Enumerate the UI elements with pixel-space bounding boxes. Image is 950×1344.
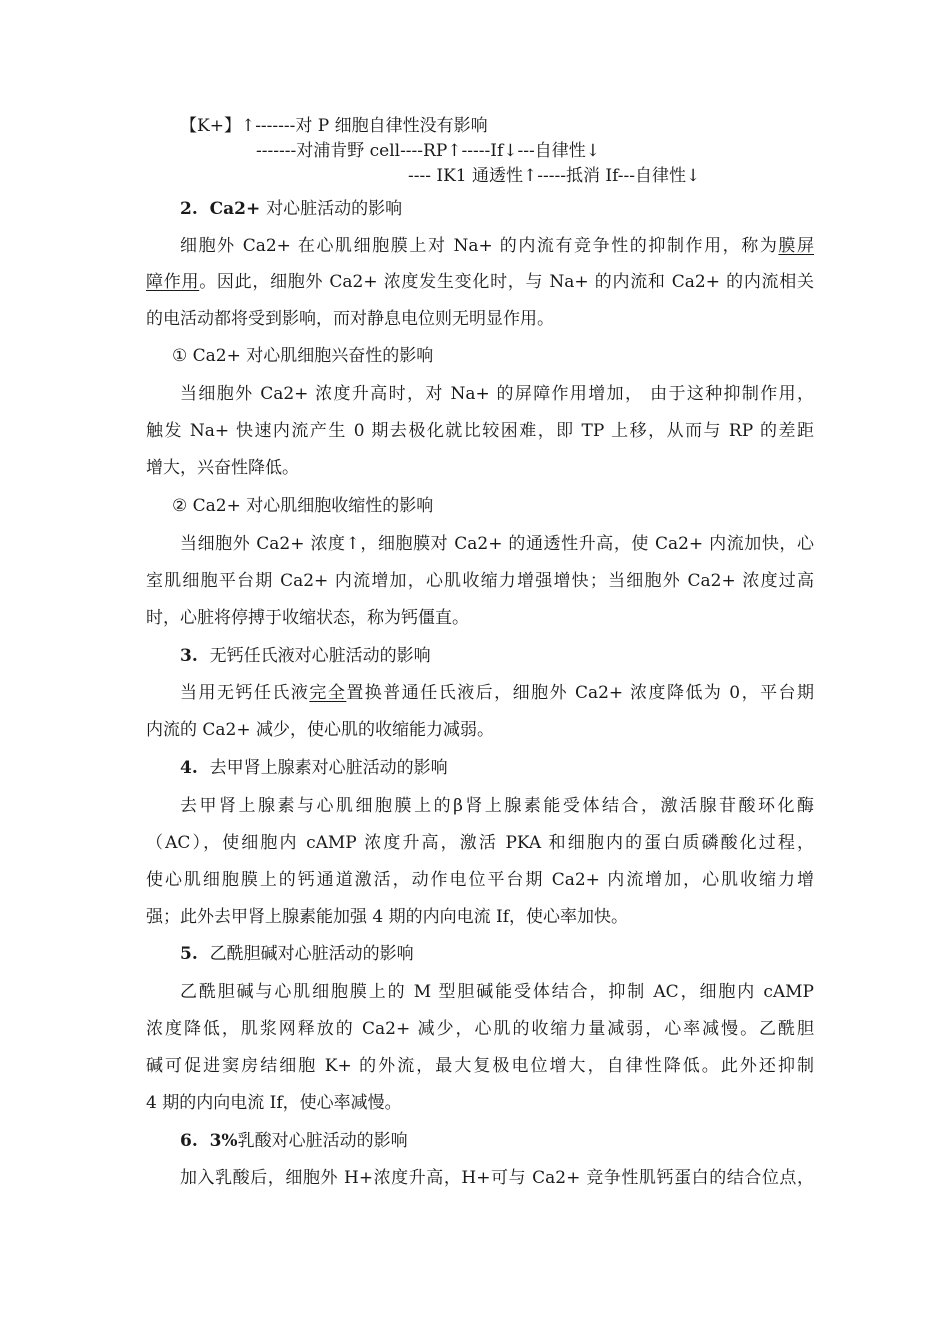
heading-calcium-free	[180, 645, 848, 667]
heading-number: 5.	[180, 944, 198, 964]
heading-ca-effect	[180, 198, 848, 220]
paragraph-line: 内流的 Ca2+ 减少，使心肌的收缩能力减弱。	[146, 720, 495, 740]
paragraph-line: 使心肌细胞膜上的钙通道激活，动作电位平台期 Ca2+ 内流增加，心肌收缩力增	[146, 870, 814, 890]
paragraph-line: 当细胞外 Ca2+ 浓度↑，细胞膜对 Ca2+ 的通透性升高，使 Ca2+ 内流加快，心	[180, 534, 814, 554]
paragraph-line: 加入乳酸后，细胞外 H+浓度升高，H+可与 Ca2+ 竞争性肌钙蛋白的结合位点，	[180, 1168, 814, 1188]
paragraph-line: 浓度降低，肌浆网释放的 Ca2+ 减少，心肌的收缩力量减弱，心率减慢。乙酰胆	[146, 1019, 814, 1039]
underlined-term: 障作用	[146, 272, 200, 292]
paragraph-line	[180, 235, 814, 257]
text-run: 。因此，细胞外 Ca2+ 浓度发生变化时，与 Na+ 的内流和 Ca2+ 的内流相关	[199, 272, 814, 292]
heading-number: 4.	[180, 758, 198, 778]
paragraph-line: 当细胞外 Ca2+ 浓度升高时，对 Na+ 的屏障作用增加， 由于这种抑制作用，	[180, 384, 814, 404]
heading-number: 6.	[180, 1131, 198, 1151]
heading-text: 乳酸对心脏活动的影响	[237, 1131, 408, 1151]
paragraph-line: 去甲肾上腺素与心肌细胞膜上的β肾上腺素能受体结合，激活腺苷酸环化酶	[180, 796, 814, 816]
paragraph-line: 增大，兴奋性降低。	[146, 458, 299, 478]
paragraph-line: 强；此外去甲肾上腺素能加强 4 期的内向电流 If，使心率加快。	[146, 907, 629, 927]
paragraph-line	[146, 271, 814, 293]
paragraph-line: 4 期的内向电流 If，使心率减慢。	[146, 1093, 402, 1113]
heading-acetylcholine	[180, 943, 848, 965]
heading-text: 无钙任氏液对心脏活动的影响	[209, 646, 431, 666]
paragraph-line: 的电活动都将受到影响，而对静息电位则无明显作用。	[146, 309, 554, 329]
text-run: 细胞外 Ca2+ 在心肌细胞膜上对 Na+ 的内流有竞争性的抑制作用，称为	[180, 236, 779, 256]
text-run: 置换普通任氏液后，细胞外 Ca2+ 浓度降低为 0，平台期	[346, 683, 814, 703]
heading-text: 乙酰胆碱对心脏活动的影响	[209, 944, 414, 964]
underlined-term: 膜屏	[778, 236, 814, 256]
heading-number: 2.	[180, 199, 198, 219]
heading-text: 对心脏活动的影响	[266, 199, 403, 219]
k-effect-line-3: ---- IK1 通透性↑-----抵消 If---自律性↓	[408, 166, 701, 186]
paragraph-line: 时，心脏将停搏于收缩状态，称为钙僵直。	[146, 608, 469, 628]
paragraph-line: 乙酰胆碱与心肌细胞膜上的 M 型胆碱能受体结合，抑制 AC，细胞内 cAMP	[180, 982, 814, 1002]
underlined-term: 完全	[309, 683, 347, 703]
k-effect-line-2: -------对浦肯野 cell----RP↑-----If↓---自律性↓	[256, 141, 600, 161]
heading-lactic-acid	[180, 1130, 848, 1152]
paragraph-line: （AC），使细胞内 cAMP 浓度升高，激活 PKA 和细胞内的蛋白质磷酸化过程，	[146, 833, 814, 853]
heading-text: 去甲肾上腺素对心脏活动的影响	[209, 758, 448, 778]
subheading-contractility: ② Ca2+ 对心肌细胞收缩性的影响	[172, 496, 434, 516]
text-run: 当用无钙任氏液	[180, 683, 310, 703]
subheading-excitability: ① Ca2+ 对心肌细胞兴奋性的影响	[172, 346, 434, 366]
k-effect-line-1: 【K+】↑-------对 P 细胞自律性没有影响	[180, 116, 488, 136]
paragraph-line: 触发 Na+ 快速内流产生 0 期去极化就比较困难，即 TP 上移，从而与 RP 的差距	[146, 421, 814, 441]
heading-bold-term: Ca2+	[209, 199, 261, 219]
heading-bold-term: 3%	[209, 1131, 238, 1151]
heading-number: 3.	[180, 646, 198, 666]
paragraph-line	[180, 682, 814, 704]
paragraph-line: 室肌细胞平台期 Ca2+ 内流增加，心肌收缩力增强增快；当细胞外 Ca2+ 浓度过高	[146, 571, 814, 591]
paragraph-line: 碱可促进窦房结细胞 K+ 的外流，最大复极电位增大，自律性降低。此外还抑制	[146, 1056, 814, 1076]
heading-norepinephrine	[180, 757, 848, 779]
